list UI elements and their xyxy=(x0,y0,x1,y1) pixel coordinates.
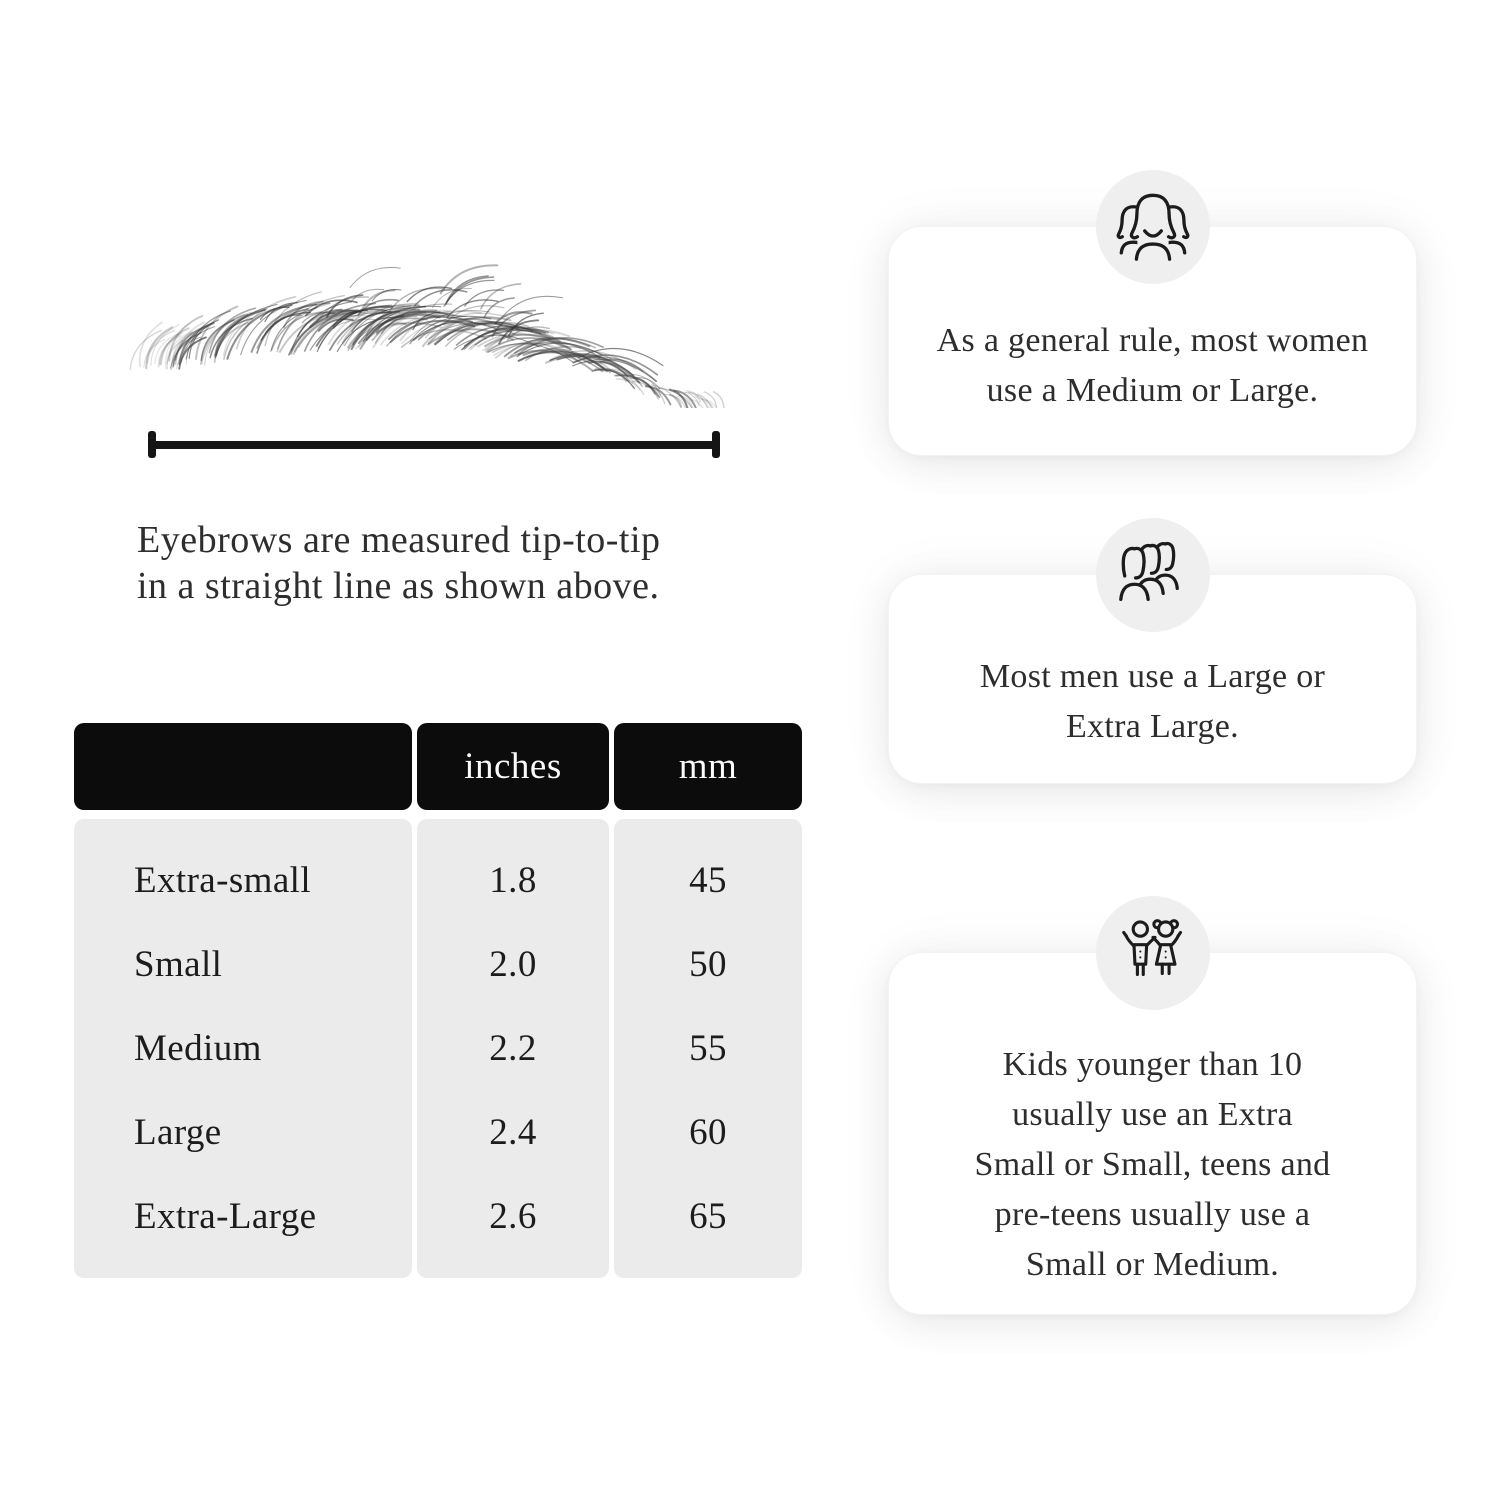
size-table-header-mm: mm xyxy=(614,723,802,810)
eyebrow-illustration xyxy=(125,246,725,408)
table-row-mm: 65 xyxy=(689,1195,727,1237)
table-row-inches: 2.0 xyxy=(489,943,537,985)
table-row-label: Medium xyxy=(134,1027,262,1069)
women-group-icon xyxy=(1096,170,1210,284)
size-table-label-column xyxy=(74,819,412,1278)
size-table-mm-column xyxy=(614,819,802,1278)
table-row-label: Large xyxy=(134,1111,222,1153)
table-row-inches: 2.4 xyxy=(489,1111,537,1153)
table-row-inches: 2.2 xyxy=(489,1027,537,1069)
table-row-inches: 1.8 xyxy=(489,859,537,901)
table-row-mm: 45 xyxy=(689,859,727,901)
measurement-line-right-cap xyxy=(712,431,720,458)
eyebrow-sketch-svg xyxy=(125,246,725,408)
table-row-inches: 2.6 xyxy=(489,1195,537,1237)
men-group-icon xyxy=(1096,518,1210,632)
note-card-men-text: Most men use a Large or Extra Large. xyxy=(979,658,1326,745)
note-card-men xyxy=(888,574,1417,784)
table-row-mm: 60 xyxy=(689,1111,727,1153)
size-table-header-inches: inches xyxy=(417,723,609,810)
note-card-kids-text: Kids younger than 10 usually use an Extra Small or Small, teens and pre-teens usually use a Small or Medium. xyxy=(974,1045,1331,1283)
note-card-women-text: As a general rule, most women use a Medium or Large. xyxy=(936,322,1369,409)
size-table-header-size xyxy=(74,723,412,810)
size-table-header-row xyxy=(74,723,802,810)
size-table xyxy=(74,723,802,1278)
size-table-inches-column xyxy=(417,819,609,1278)
kids-icon xyxy=(1096,896,1210,1010)
note-card-women xyxy=(888,226,1417,456)
table-row-mm: 50 xyxy=(689,943,727,985)
measurement-line-bar xyxy=(151,441,717,449)
table-row-label: Extra-small xyxy=(134,859,312,901)
measurement-line xyxy=(148,431,720,458)
note-card-kids xyxy=(888,952,1417,1315)
table-row-mm: 55 xyxy=(689,1027,727,1069)
table-row-label: Extra-Large xyxy=(134,1195,317,1237)
measurement-caption: Eyebrows are measured tip-to-tip in a straight line as shown above. xyxy=(137,519,661,607)
table-row-label: Small xyxy=(134,943,223,985)
size-table-body xyxy=(74,819,802,1278)
